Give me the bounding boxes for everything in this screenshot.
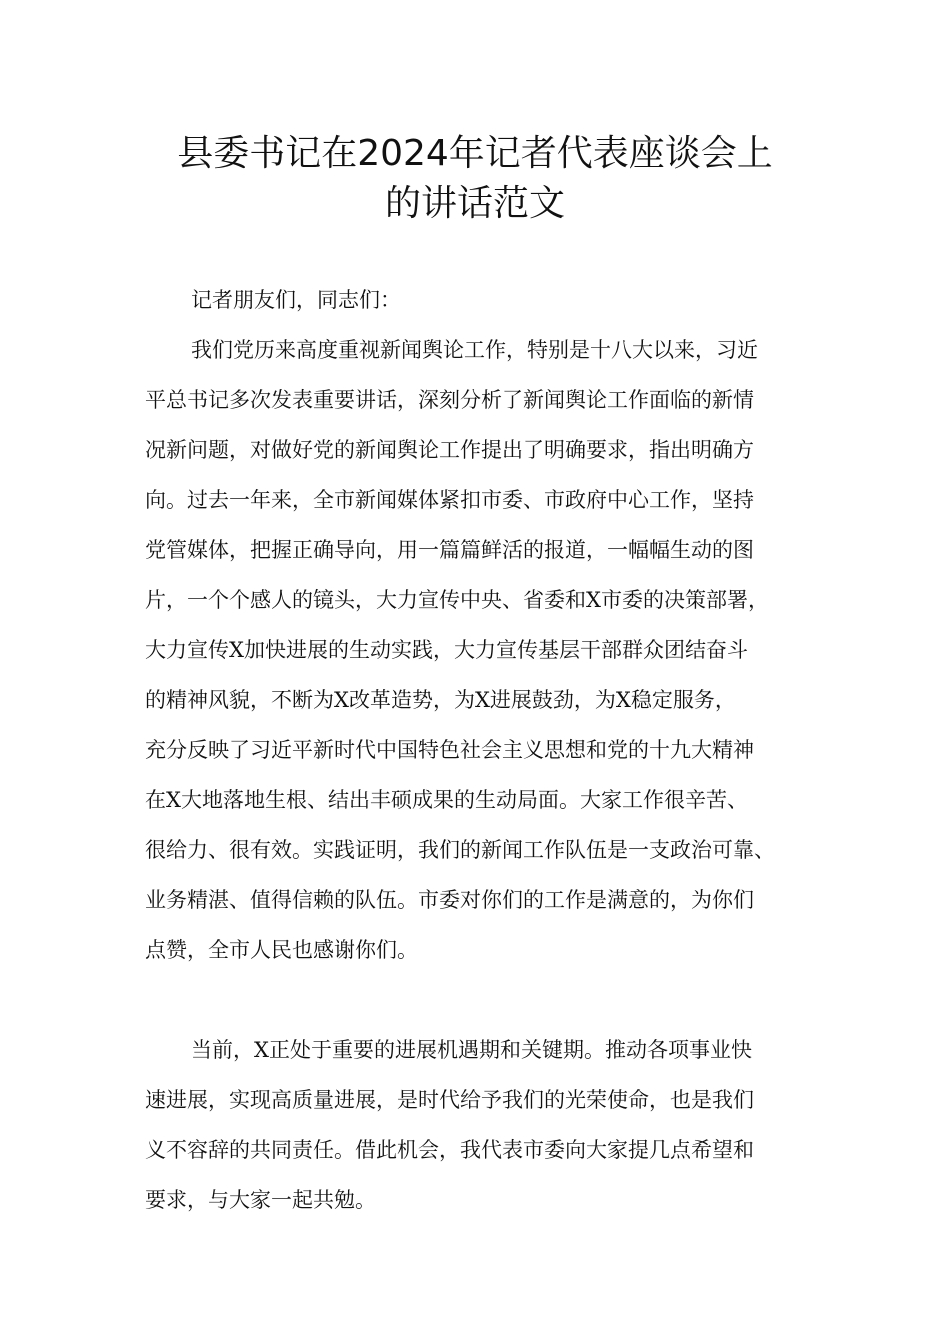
paragraph-1-line: 的精神风貌，不断为X改革造势，为X进展鼓劲，为X稳定服务， bbox=[145, 688, 736, 712]
document-title-line-2: 的讲话范文 bbox=[384, 183, 565, 224]
paragraph-2-line: 要求，与大家一起共勉。 bbox=[145, 1188, 376, 1212]
paragraph-1-line: 平总书记多次发表重要讲话，深刻分析了新闻舆论工作面临的新情 bbox=[145, 388, 754, 412]
paragraph-1-line: 大力宣传X加快进展的生动实践，大力宣传基层干部群众团结奋斗 bbox=[145, 638, 748, 662]
document-title-line-1: 县委书记在2024年记者代表座谈会上 bbox=[177, 133, 773, 174]
paragraph-1-line: 在X大地落地生根、结出丰硕成果的生动局面。大家工作很辛苦、 bbox=[145, 788, 748, 812]
paragraph-1-line: 党管媒体，把握正确导向，用一篇篇鲜活的报道，一幅幅生动的图 bbox=[145, 538, 754, 562]
paragraph-2-line: 当前，X正处于重要的进展机遇期和关键期。推动各项事业快 bbox=[191, 1038, 752, 1062]
salutation: 记者朋友们，同志们： bbox=[191, 288, 401, 312]
paragraph-1-line: 很给力、很有效。实践证明，我们的新闻工作队伍是一支政治可靠、 bbox=[145, 838, 775, 862]
paragraph-1-line: 点赞，全市人民也感谢你们。 bbox=[145, 938, 418, 962]
paragraph-1-line: 片，一个个感人的镜头，大力宣传中央、省委和X市委的决策部署， bbox=[145, 588, 769, 612]
paragraph-1-line: 向。过去一年来，全市新闻媒体紧扣市委、市政府中心工作，坚持 bbox=[145, 488, 754, 512]
paragraph-1-line: 充分反映了习近平新时代中国特色社会主义思想和党的十九大精神 bbox=[145, 738, 754, 762]
paragraph-1-line: 况新问题，对做好党的新闻舆论工作提出了明确要求，指出明确方 bbox=[145, 438, 754, 462]
paragraph-1-line: 我们党历来高度重视新闻舆论工作，特别是十八大以来，习近 bbox=[191, 338, 758, 362]
paragraph-2-line: 速进展，实现高质量进展，是时代给予我们的光荣使命，也是我们 bbox=[145, 1088, 754, 1112]
paragraph-1-line: 业务精湛、值得信赖的队伍。市委对你们的工作是满意的，为你们 bbox=[145, 888, 754, 912]
paragraph-2-line: 义不容辞的共同责任。借此机会，我代表市委向大家提几点希望和 bbox=[145, 1138, 754, 1162]
